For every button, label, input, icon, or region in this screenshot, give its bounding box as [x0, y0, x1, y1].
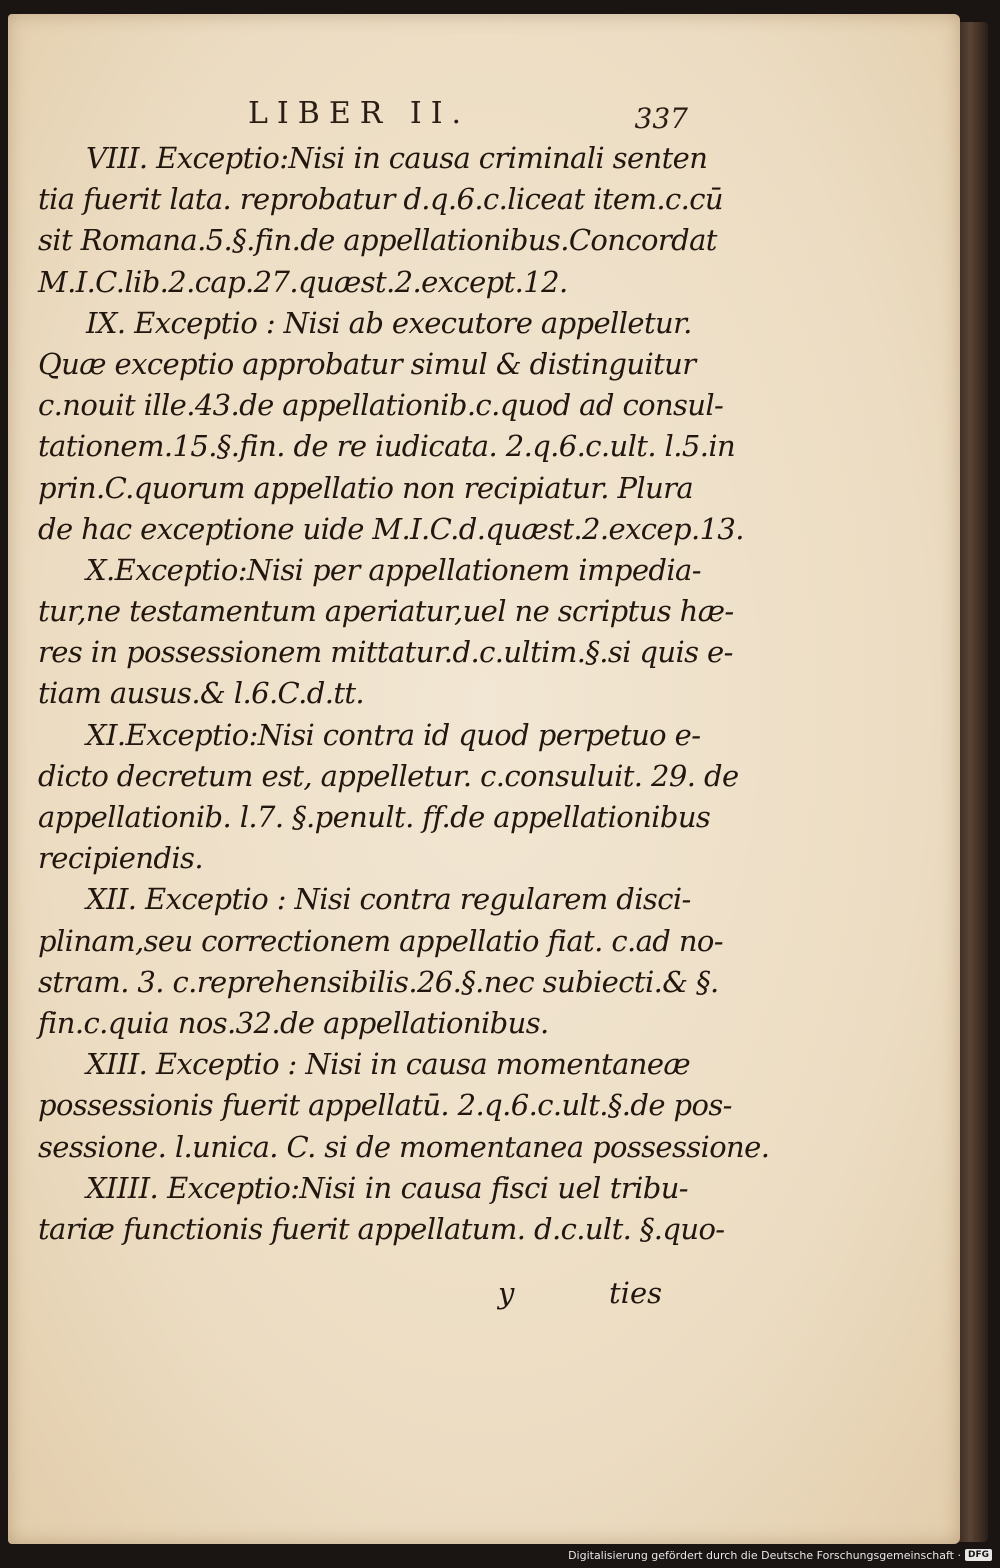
main-text — [38, 138, 770, 1250]
signature-mark: y — [498, 1276, 515, 1310]
book-page — [8, 14, 960, 1544]
text-line: tia fuerit lata. reprobatur d.q.6.c.liceat item.c.cū — [38, 182, 723, 217]
digitization-footer — [568, 1546, 992, 1564]
text-line: res in possessionem mittatur.d.c.ultim.§.si quis e- — [38, 635, 733, 670]
text-line: XIII. Exceptio : Nisi in causa momentaneæ — [86, 1047, 691, 1082]
funding-credit: Digitalisierung gefördert durch die Deutsche Forschungsgemeinschaft · — [568, 1548, 961, 1562]
running-title: LIBER II. — [248, 96, 471, 131]
text-line: XI.Exceptio:Nisi contra id quod perpetuo e- — [86, 717, 701, 752]
dfg-logo: DFG — [965, 1549, 992, 1561]
text-line: dicto decretum est, appelletur. c.consuluit. 29. de — [38, 758, 739, 793]
bottom-line — [38, 1276, 688, 1320]
text-line: c.nouit ille.43.de appellationib.c.quod ad consul- — [38, 388, 724, 423]
text-line: recipiendis. — [38, 841, 203, 876]
text-line: tur,ne testamentum aperiatur,uel ne scriptus hæ- — [38, 594, 734, 629]
page-header — [38, 96, 688, 136]
text-line: fin.c.quia nos.32.de appellationibus. — [38, 1005, 549, 1040]
text-line: tiam ausus.& l.6.C.d.tt. — [38, 676, 365, 711]
page-number: 337 — [634, 102, 688, 135]
text-line: sit Romana.5.§.fin.de appellationibus.Concordat — [38, 223, 717, 258]
text-line: tationem.15.§.fin. de re iudicata. 2.q.6.c.ult. l.5.in — [38, 429, 736, 464]
book-page-edge — [958, 22, 988, 1542]
text-line: stram. 3. c.reprehensibilis.26.§.nec subiecti.& §. — [38, 964, 719, 999]
text-line: XII. Exceptio : Nisi contra regularem disci- — [86, 882, 691, 917]
text-line: VIII. Exceptio:Nisi in causa criminali senten — [86, 141, 708, 175]
catchword: ties — [609, 1276, 662, 1310]
text-line: plinam,seu correctionem appellatio fiat. c.ad no- — [38, 923, 723, 958]
text-line: possessionis fuerit appellatū. 2.q.6.c.ult.§.de pos- — [38, 1088, 732, 1123]
text-line: sessione. l.unica. C. si de momentanea possessione. — [38, 1129, 770, 1164]
text-line: prin.C.quorum appellatio non recipiatur. Plura — [38, 470, 694, 505]
text-line: M.I.C.lib.2.cap.27.quæst.2.except.12. — [38, 264, 568, 299]
text-line: X.Exceptio:Nisi per appellationem impedia- — [86, 552, 701, 587]
text-line: tariæ functionis fuerit appellatum. d.c.ult. §.quo- — [38, 1211, 725, 1246]
text-line: XIIII. Exceptio:Nisi in causa fisci uel tribu- — [86, 1170, 688, 1205]
text-line: appellationib. l.7. §.penult. ff.de appellationibus — [38, 800, 711, 834]
text-line: IX. Exceptio : Nisi ab executore appelletur. — [86, 305, 692, 340]
text-line: Quæ exceptio approbatur simul & distinguitur — [38, 346, 696, 381]
text-line: de hac exceptione uide M.I.C.d.quæst.2.excep.13. — [38, 511, 744, 546]
